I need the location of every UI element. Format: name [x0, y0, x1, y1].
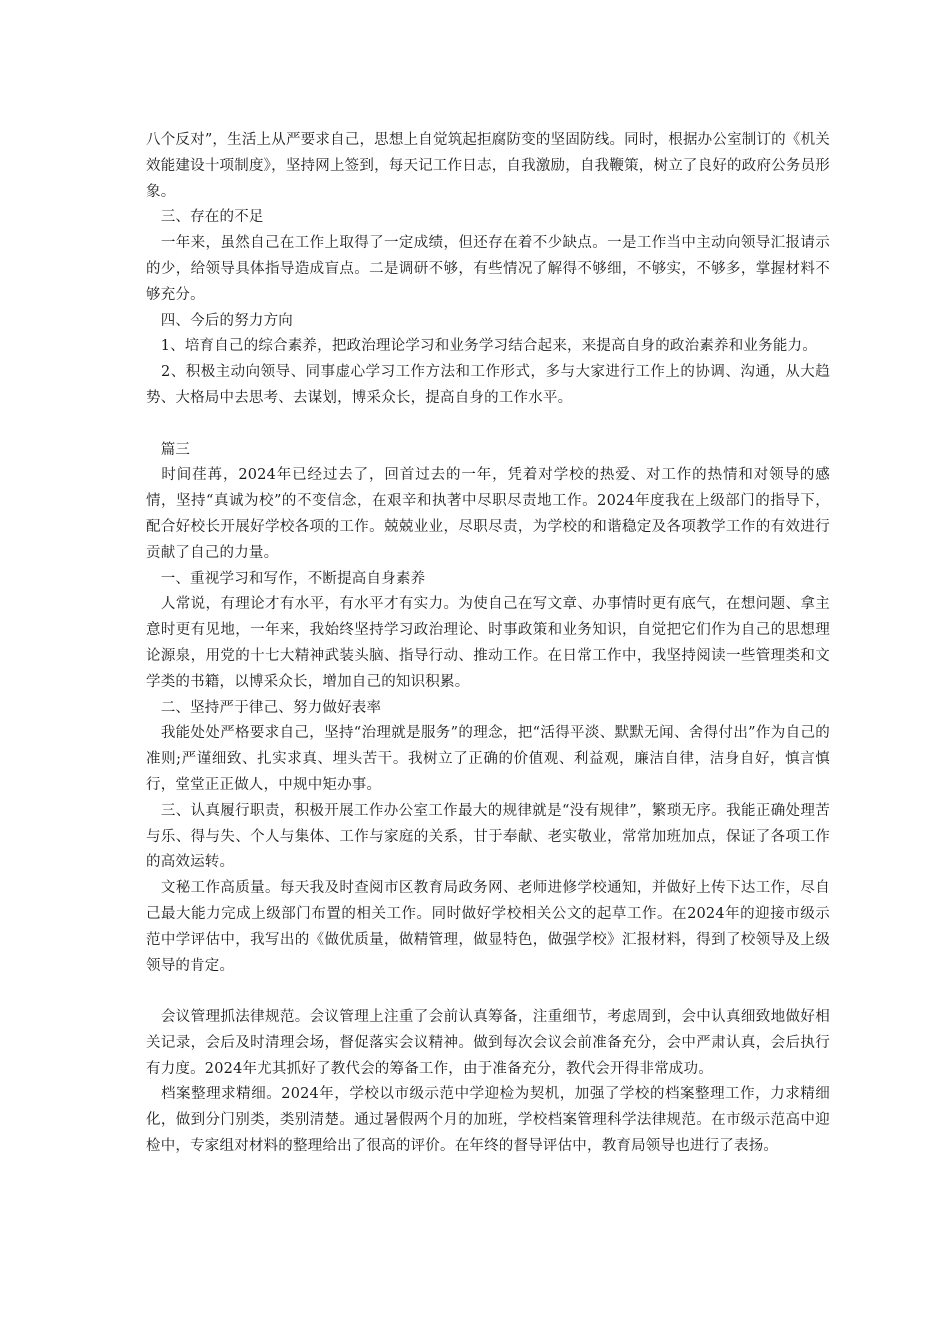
blank-line [146, 412, 830, 438]
document-body [146, 128, 830, 1160]
paragraph: 1、培育自己的综合素养，把政治理论学习和业务学习结合起来，来提高自身的政治素养和业务能力。 [146, 338, 817, 355]
paragraph: 时间荏苒，2024年已经过去了，回首过去的一年，凭着对学校的热爱、对工作的热情和对领导的感情，坚持“真诚为校”的不变信念，在艰辛和执著中尽职尽责地工作。2024年度我在上级部门的指导下，配合好校长开展好学校各项的工作。兢兢业业，尽职尽责，为学校的和谐稳定及各项教学工作的有效进行贡献了自己的力量。 [146, 467, 830, 561]
section-heading: 二、坚持严于律己、努力做好表率 [146, 699, 382, 716]
paragraph: 一年来，虽然自己在工作上取得了一定成绩，但还存在着不少缺点。一是工作当中主动向领导汇报请示的少，给领导具体指导造成盲点。二是调研不够，有些情况了解得不够细，不够实，不够多，掌握材料不够充分。 [146, 235, 830, 303]
paragraph: 三、认真履行职责，积极开展工作办公室工作最大的规律就是“没有规律”，繁琐无序。我能正确处理苦与乐、得与失、个人与集体、工作与家庭的关系，甘于奉献、老实敬业，常常加班加点，保证了各项工作的高效运转。 [146, 802, 830, 871]
paragraph: 人常说，有理论才有水平，有水平才有实力。为使自己在写文章、办事情时更有底气，在想问题、拿主意时更有见地，一年来，我始终坚持学习政治理论、时事政策和业务知识，自觉把它们作为自己的思想理论源泉，用党的十七大精神武装头脑、指导行动、推动工作。在日常工作中，我坚持阅读一些管理类和文学类的书籍，以博采众长，增加自己的知识积累。 [146, 596, 830, 690]
paragraph: 文秘工作高质量。每天我及时查阅市区教育局政务网、老师进修学校通知，并做好上传下达工作，尽自己最大能力完成上级部门布置的相关工作。同时做好学校相关公文的起草工作。在2024年的迎接市级示范中学评估中，我写出的《做优质量，做精管理，做显特色，做强学校》汇报材料，得到了校领导及上级领导的肯定。 [146, 880, 830, 974]
paragraph: 2、积极主动向领导、同事虚心学习工作方法和工作形式，多与大家进行工作上的协调、沟通，从大趋势、大格局中去思考、去谋划，博采众长，提高自身的工作水平。 [146, 364, 830, 406]
paragraph: 会议管理抓法律规范。会议管理上注重了会前认真筹备，注重细节，考虑周到，会中认真细致地做好相关记录，会后及时清理会场，督促落实会议精神。做到每次会议会前准备充分，会中严肃认真，会后执行有力度。2024年尤其抓好了教代会的筹备工作，由于准备充分，教代会开得非常成功。 [146, 1009, 830, 1077]
paragraph: 我能处处严格要求自己，坚持“治理就是服务”的理念，把“活得平淡、默默无闻、舍得付出”作为自己的准则;严谨细致、扎实求真、埋头苦干。我树立了正确的价值观、利益观，廉洁自律，洁身自好，慎言慎行，堂堂正正做人，中规中矩办事。 [146, 725, 830, 793]
blank-line [146, 979, 830, 1005]
paragraph: 八个反对”，生活上从严要求自己，思想上自觉筑起拒腐防变的坚固防线。同时，根据办公室制订的《机关效能建设十项制度》，坚持网上签到，每天记工作日志，自我激励，自我鞭策，树立了良好的政府公务员形象。 [146, 132, 830, 200]
section-heading: 三、存在的不足 [146, 209, 264, 226]
section-heading: 一、重视学习和写作，不断提高自身素养 [146, 570, 426, 587]
chapter-heading: 篇三 [146, 441, 191, 458]
paragraph: 档案整理求精细。2024年，学校以市级示范中学迎检为契机，加强了学校的档案整理工作，力求精细化，做到分门别类，类别清楚。通过暑假两个月的加班，学校档案管理科学法律规范。在市级示范高中迎检中，专家组对材料的整理给出了很高的评价。在年终的督导评估中，教育局领导也进行了表扬。 [146, 1086, 830, 1155]
section-heading: 四、今后的努力方向 [146, 312, 293, 329]
